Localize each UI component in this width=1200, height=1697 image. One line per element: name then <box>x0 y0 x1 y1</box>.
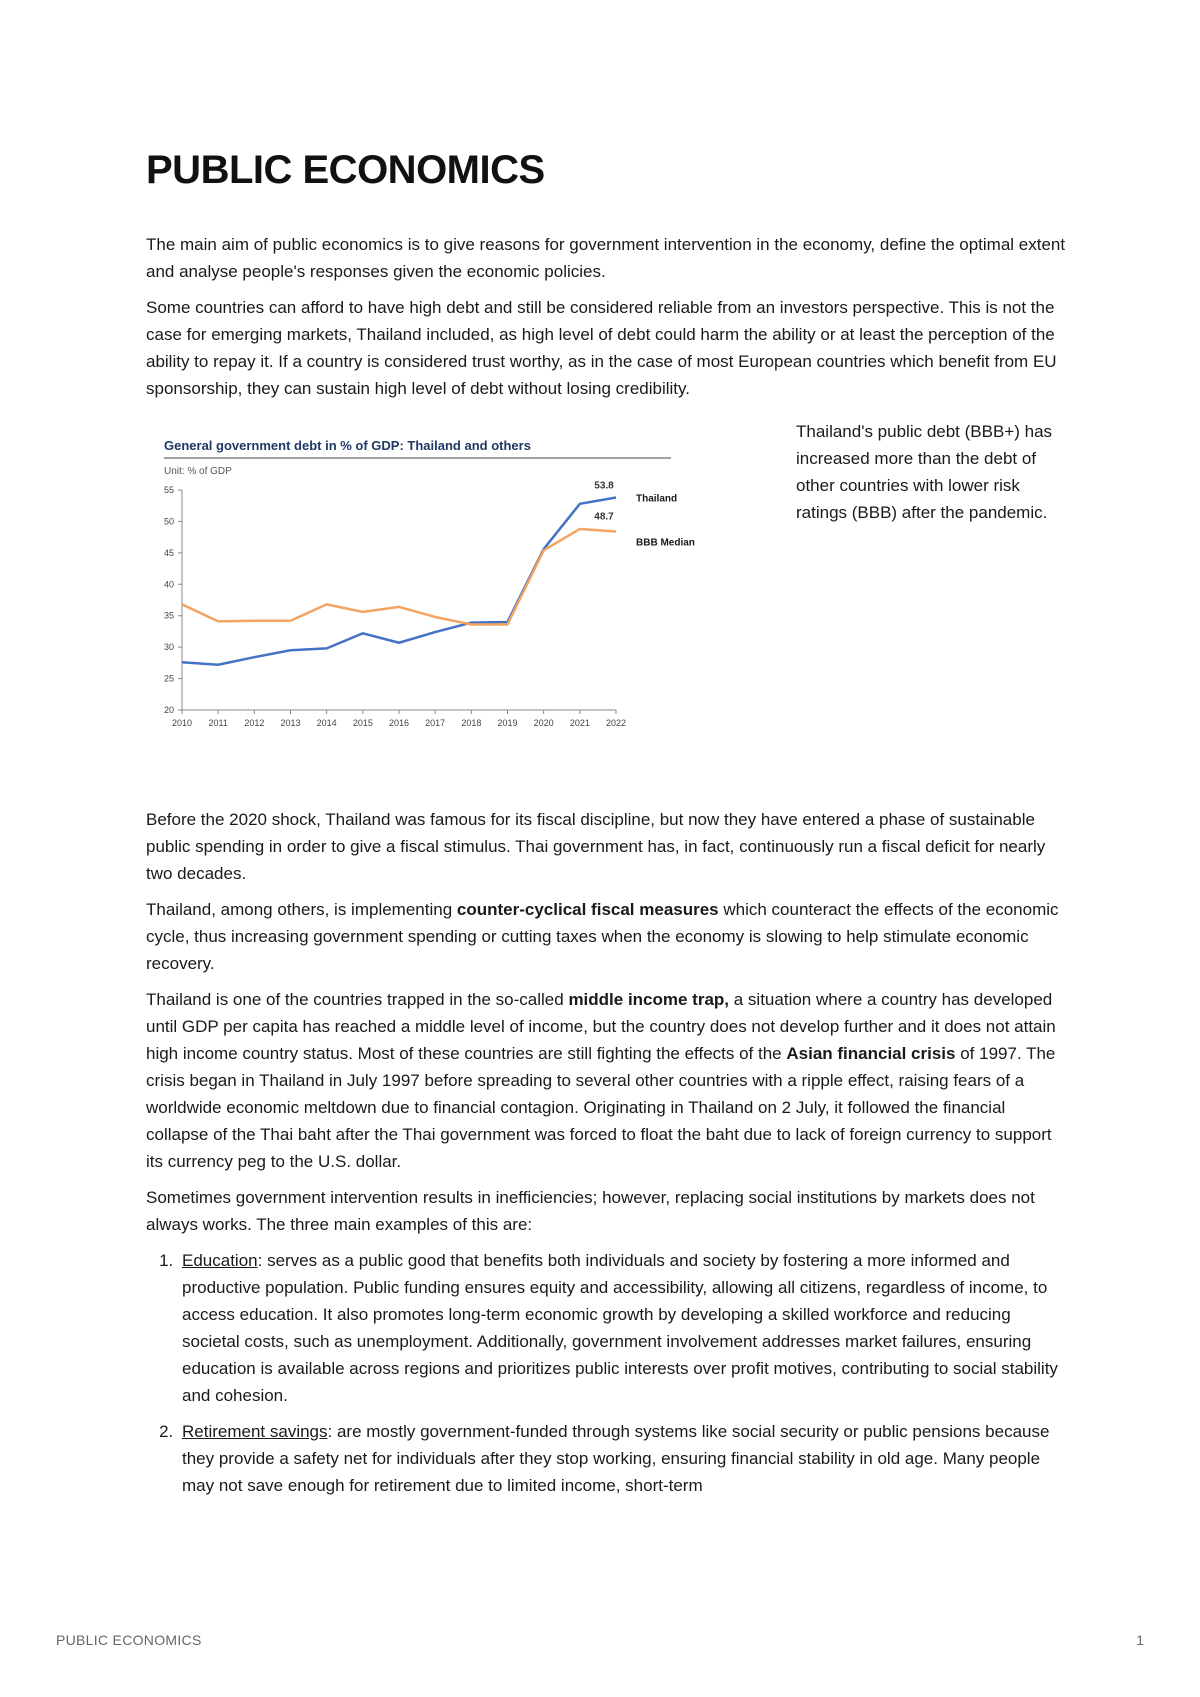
figure-row <box>146 422 1066 782</box>
text-run: Thailand is one of the countries trapped in the so-called <box>146 990 569 1009</box>
x-tick-label: 2019 <box>497 718 518 728</box>
x-tick-label: 2015 <box>352 718 373 728</box>
x-tick-label: 2012 <box>244 718 265 728</box>
paragraph-intervention: Sometimes government intervention results in inefficiencies; however, replacing social institutions by markets does not always works. The three main examples of this are: <box>146 1188 1035 1234</box>
chart-title: General government debt in % of GDP: Thailand and others <box>164 438 531 453</box>
paragraph-intro: The main aim of public economics is to give reasons for government intervention in the economy, define the optimal extent and analyse people's responses given the economic policies. <box>146 235 1066 281</box>
bold-term-middle-income: middle income trap, <box>568 990 730 1009</box>
y-tick-label: 50 <box>163 516 174 527</box>
paragraph-middle-income-trap <box>146 986 1066 1175</box>
y-tick-label: 45 <box>163 547 174 558</box>
x-tick-label: 2016 <box>388 718 410 728</box>
data-label: 48.7 <box>594 511 614 523</box>
x-tick-label: 2013 <box>280 718 301 728</box>
text-run: which counteract the effects of the economic cycle, thus increasing government spending or cutting taxes when the economy is slowing to help stimulate economic recovery. <box>146 900 1059 973</box>
data-label: 53.8 <box>594 480 614 492</box>
text-run: Thailand, among others, is implementing <box>146 900 457 919</box>
y-tick-label: 20 <box>163 705 174 715</box>
list-item-retirement <box>178 1418 1066 1499</box>
series-line-thailand <box>182 498 616 665</box>
x-tick-label: 2014 <box>316 718 337 728</box>
series-line-bbb-median <box>182 529 616 625</box>
text-run: : serves as a public good that benefits both individuals and society by fostering a more informed and productive population. Public funding ensures equity and accessibility, allowing all citizens, regardless of income, to access education. It also promotes long-term economic growth by developing a skilled workforce and reducing societal costs, such as unemployment. Additionally, government involvement addresses market failures, ensuring education is available across regions and prioritizes public interests over profit motives, contributing to social stability and cohesion. <box>182 1251 1058 1405</box>
term-retirement: Retirement savings <box>182 1422 328 1441</box>
x-tick-label: 2022 <box>605 718 627 728</box>
debt-chart <box>146 422 766 742</box>
y-tick-label: 55 <box>163 485 174 495</box>
text-run: a situation where a country has developed until GDP per capita has reached a middle level of income, but the country does not develop further and it does not attain high income country status. Most of these countries are still fighting the effects of the <box>146 990 1056 1063</box>
x-tick-label: 2011 <box>208 718 228 728</box>
x-tick-label: 2017 <box>425 718 446 728</box>
x-tick-label: 2010 <box>171 718 193 728</box>
list-item-education <box>178 1247 1066 1409</box>
bold-term-asian-crisis: Asian financial crisis <box>786 1044 956 1063</box>
text-run: : are mostly government-funded through systems like social security or public pensions because they provide a safety net for individuals after they stop working, ensuring financial stability in old age. Many people may not save enough for retirement due to limited income, short-term <box>182 1422 1050 1495</box>
footer-title: PUBLIC ECONOMICS <box>56 1632 202 1648</box>
y-tick-label: 25 <box>163 673 174 684</box>
x-tick-label: 2021 <box>569 718 590 728</box>
page-title: PUBLIC ECONOMICS <box>146 148 545 192</box>
paragraph-counter-cyclical <box>146 896 1066 977</box>
legend-label: Thailand <box>636 493 678 505</box>
page-number: 1 <box>1136 1632 1144 1648</box>
x-tick-label: 2018 <box>461 718 482 728</box>
y-tick-label: 40 <box>163 579 174 590</box>
term-education: Education <box>182 1251 258 1270</box>
paragraph-fiscal-discipline: Before the 2020 shock, Thailand was famous for its fiscal discipline, but now they have entered a phase of sustainable public spending in order to give a fiscal stimulus. Thai government has, in fact, continuously run a fiscal deficit for nearly two decades. <box>146 810 1046 883</box>
text-run: of 1997. The crisis began in Thailand in July 1997 before spreading to several other countries with a ripple effect, raising fears of a worldwide economic meltdown due to financial contagion. Originating in Thailand on 2 July, it followed the financial collapse of the Thai baht after the Thai government was forced to float the baht due to lack of foreign currency to support its currency peg to the U.S. dollar. <box>146 1044 1056 1171</box>
legend-label: BBB Median <box>636 537 695 549</box>
bold-term-counter-cyclical: counter-cyclical fiscal measures <box>456 900 719 919</box>
y-tick-label: 35 <box>163 610 174 621</box>
y-tick-label: 30 <box>163 642 174 653</box>
paragraph-debt-credibility: Some countries can afford to have high debt and still be considered reliable from an investors perspective. This is not the case for emerging markets, Thailand included, as high level of debt could harm the ability or at least the perception of the ability to repay it. If a country is considered trust worthy, as in the case of most European countries which benefit from EU sponsorship, they can sustain high level of debt without losing credibility. <box>146 298 1057 398</box>
chart-side-note: Thailand's public debt (BBB+) has increased more than the debt of other countries with lower risk ratings (BBB) after the pandemic. <box>796 422 1053 522</box>
chart-subtitle: Unit: % of GDP <box>164 466 232 477</box>
document-page <box>146 148 1066 1508</box>
examples-list <box>146 1247 1066 1499</box>
debt-chart-svg <box>146 422 766 742</box>
x-tick-label: 2020 <box>533 718 554 728</box>
chart-series <box>182 481 695 665</box>
